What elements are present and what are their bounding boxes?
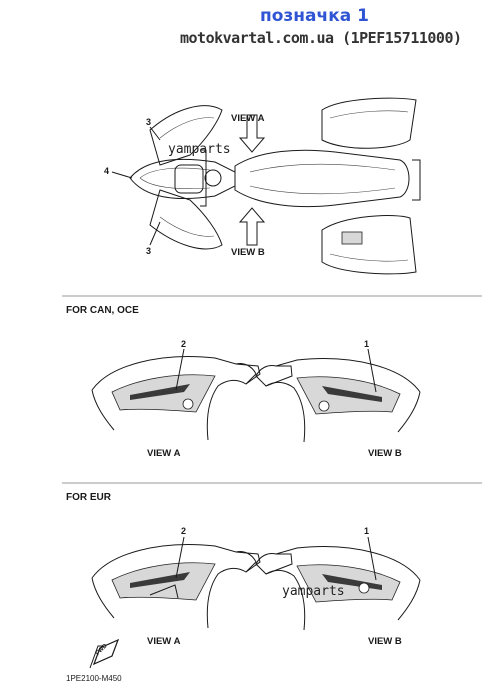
fwd-label: FWD: [94, 643, 109, 657]
can-view-b-fender: [256, 349, 420, 442]
eur-view-a-fender: [92, 537, 260, 628]
eur-callout-1: 1: [364, 526, 370, 536]
callout-3-upper: 3: [146, 117, 152, 127]
watermark-eur: yamparts: [282, 584, 345, 599]
can-callout-2: 2: [181, 339, 187, 349]
top-view-b-label: VIEW B: [231, 247, 265, 258]
page-title: позначка 1: [260, 6, 369, 26]
rear-right-fender: [322, 216, 416, 274]
callout-4: 4: [104, 166, 110, 176]
rear-left-fender: [322, 98, 416, 148]
watermark-top: yamparts: [168, 142, 231, 157]
can-callout-1: 1: [364, 339, 370, 349]
atv-top-view: [112, 98, 420, 274]
eur-view-b-label: VIEW B: [368, 636, 402, 647]
diagram-code: 1PE2100-M450: [66, 674, 122, 683]
can-view-a-label: VIEW A: [147, 448, 181, 459]
eur-view-a-label: VIEW A: [147, 636, 181, 647]
section-can-title: FOR CAN, OCE: [66, 305, 139, 316]
site-caption: motokvartal.com.ua (1PEF15711000): [180, 29, 462, 47]
can-view-a-fender: [92, 349, 260, 440]
section-eur-title: FOR EUR: [66, 492, 111, 503]
callout-3-lower: 3: [146, 246, 152, 256]
top-view-a-label: VIEW A: [231, 113, 265, 124]
view-b-arrow: [240, 208, 264, 245]
eur-callout-2: 2: [181, 526, 187, 536]
can-view-b-label: VIEW B: [368, 448, 402, 459]
seat-body: [235, 150, 409, 206]
